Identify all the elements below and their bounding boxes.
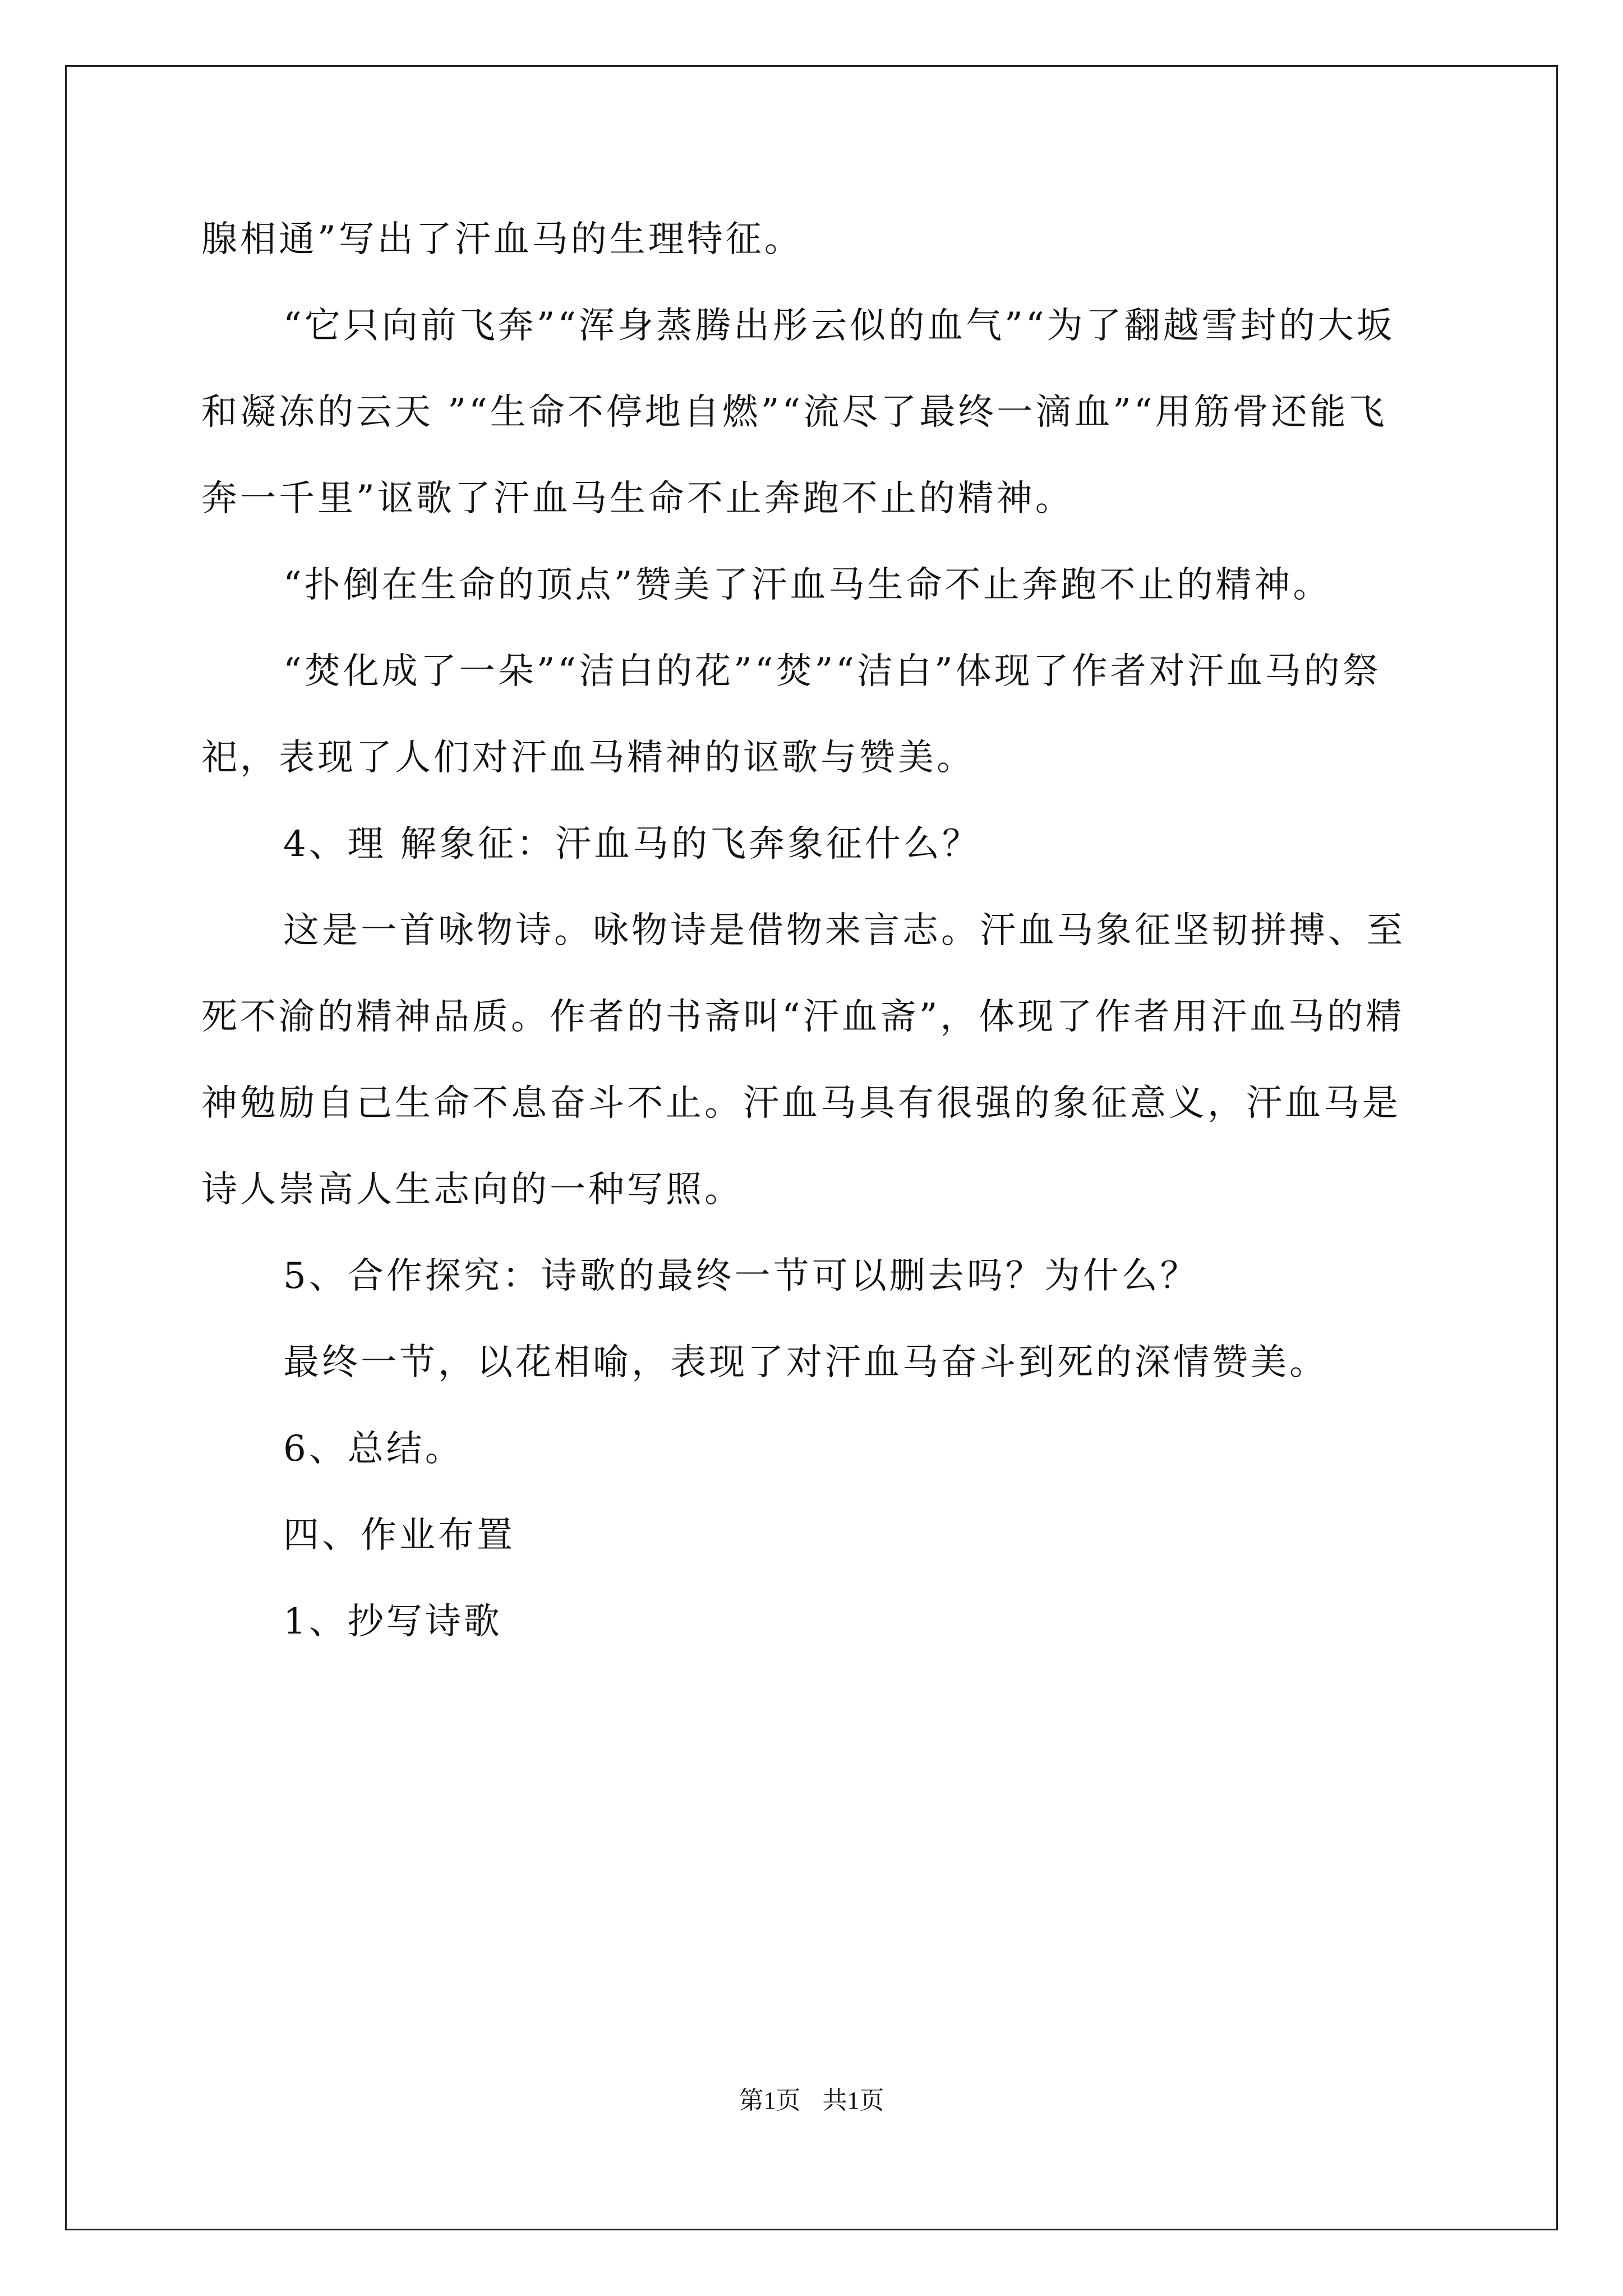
paragraph-9-heading: 6、总结。 (283, 1428, 464, 1470)
paragraph-6: 这是一首咏物诗。咏物诗是借物来言志。汗血马象征坚韧拼搏、至死不渝的精神品质。作者的书斋叫“汗血斋”，体现了作者用汗血马的精神勉励自己生命不息奋斗不止。汗血马具有很强的象征意义，汗血马是诗人崇高人生志向的一种写照。 (201, 910, 1405, 1211)
paragraph-3: “扑倒在生命的顶点”赞美了汗血马生命不止奔跑不止的精神。 (283, 564, 1332, 606)
paragraph-8: 最终一节，以花相喻，表现了对汗血马奋斗到死的深情赞美。 (283, 1342, 1328, 1383)
document-body (201, 196, 1424, 1665)
paragraph-5-heading: 4、理 解象征：汗血马的飞奔象征什么？ (283, 823, 981, 865)
page-footer (0, 2084, 1623, 2118)
paragraph-4: “焚化成了一朵”“洁白的花”“焚”“洁白”体现了作者对汗血马的祭祀，表现了人们对汗血马精神的讴歌与赞美。 (201, 651, 1381, 779)
section-heading-homework: 四、作业布置 (283, 1515, 515, 1556)
paragraph-1: 腺相通”写出了汗血马的生理特征。 (201, 219, 803, 260)
homework-item-1: 1、抄写诗歌 (283, 1601, 502, 1642)
paragraph-2: “它只向前飞奔”“浑身蒸腾出彤云似的血气”“为了翻越雪封的大坂和凝冻的云天 ”“生命不停地自燃”“流尽了最终一滴血”“用筋骨还能飞奔一千里”讴歌了汗血马生命不止奔跑不止的精神。 (201, 305, 1395, 519)
paragraph-7-heading: 5、合作探究：诗歌的最终一节可以删去吗？为什么？ (283, 1255, 1199, 1297)
page-number: 第1页 (739, 2087, 801, 2114)
page-total: 共1页 (822, 2087, 884, 2114)
